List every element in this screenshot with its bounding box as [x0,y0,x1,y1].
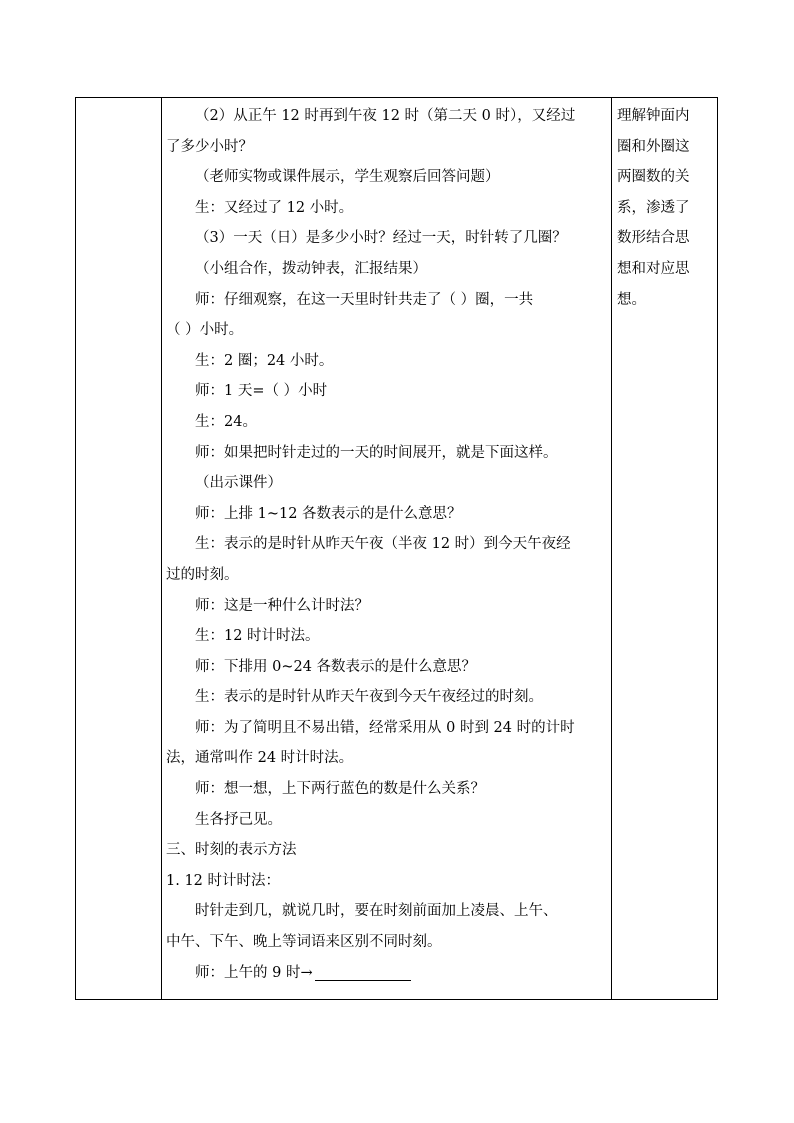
lesson-line: 师：想一想，上下两行蓝色的数是什么关系？ [195,781,485,798]
lesson-line: 师：这是一种什么计时法？ [195,597,369,614]
lesson-line: 师：如果把时针走过的一天的时间展开，就是下面这样。 [195,444,558,461]
lesson-line: 生：2 圈；24 小时。 [195,352,334,369]
lesson-line: 师：下排用 0~24 各数表示的是什么意思？ [195,658,477,675]
lesson-line: 1. 12 时计时法： [166,872,281,889]
lesson-line: 生：表示的是时针从昨天午夜到今天午夜经过的时刻。 [195,689,543,706]
lesson-line: 时针走到几，就说几时，要在时刻前面加上凌晨、上午、 [195,903,558,920]
side-note-line: 理解钟面内 [617,108,690,124]
side-note-line: 两圈数的关 [617,169,690,186]
lesson-line: 生：表示的是时针从昨天午夜（半夜 12 时）到今天午夜经 [195,536,571,553]
lesson-line: 法，通常叫作 24 时计时法。 [166,750,354,767]
lesson-line: 中午、下午、晚上等词语来区别不同时刻。 [166,934,442,951]
lesson-line: （老师实物或课件展示，学生观察后回答问题） [195,169,500,186]
lesson-line: 师：上排 1~12 各数表示的是什么意思？ [195,505,462,522]
lesson-line: 师：仔细观察，在这一天里时针共走了（ ）圈，一共 [195,291,534,308]
lesson-line-text: 师：上午的 9 时→ [195,964,313,981]
lesson-line: 三、时刻的表示方法 [166,842,297,859]
side-note-line: 想。 [617,291,646,308]
side-note-line: 圈和外圈这 [617,138,690,155]
lesson-line: 生：24。 [195,413,257,430]
column-divider-left [161,98,162,999]
lesson-line: （2）从正午 12 时再到午夜 12 时（第二天 0 时），又经过 [195,108,576,124]
lesson-content-column [166,98,606,988]
lesson-line: （出示课件） [195,475,282,492]
side-note-line: 数形结合思 [617,230,690,247]
design-intent-column [617,101,713,315]
side-note-line: 系，渗透了 [617,199,690,216]
lesson-line: 生各抒己见。 [195,811,282,828]
lesson-line: 过的时刻。 [166,566,239,583]
lesson-line: （ ）小时。 [166,322,244,339]
lesson-line: （小组合作，拨动钟表，汇报结果） [195,260,427,277]
side-note-line: 想和对应思 [617,260,690,277]
lesson-line: （3）一天（日）是多少小时？经过一天，时针转了几圈？ [195,230,567,247]
lesson-line: 生：12 时计时法。 [195,628,320,645]
lesson-line: 师：1 天=（ ）小时 [195,383,328,400]
lesson-table [75,97,718,1000]
lesson-line-with-blank [166,958,606,989]
lesson-line: 生：又经过了 12 小时。 [195,199,354,216]
lesson-line: 了多少小时？ [166,138,253,155]
column-divider-right [611,98,612,999]
answer-blank[interactable] [315,963,411,981]
lesson-line: 师：为了简明且不易出错，经常采用从 0 时到 24 时的计时 [195,719,575,736]
